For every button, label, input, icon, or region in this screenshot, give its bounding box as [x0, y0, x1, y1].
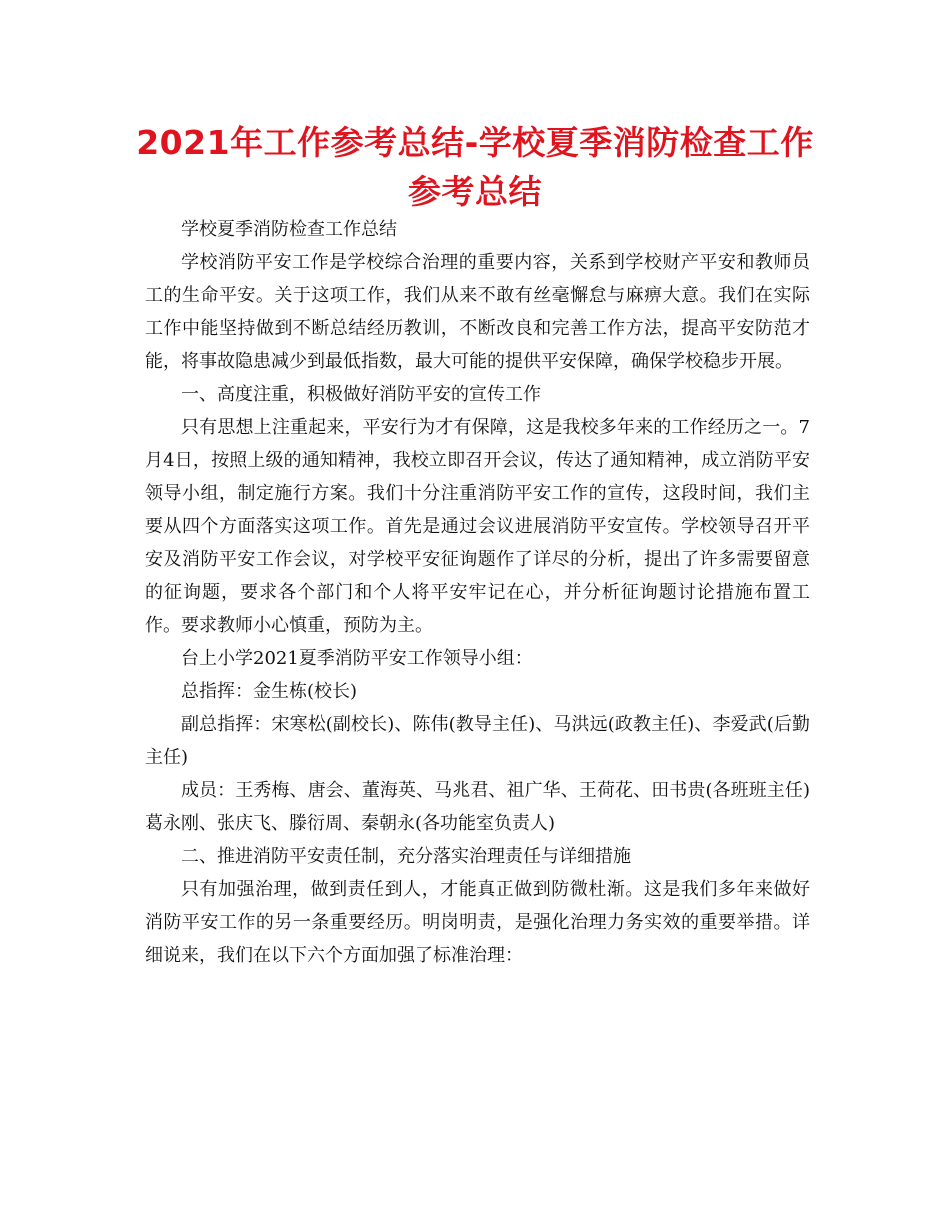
paragraph-commander: 总指挥：金生栋(校长): [181, 681, 358, 702]
paragraph-group-title: 台上小学2021夏季消防平安工作领导小组：: [181, 648, 533, 669]
section-heading-1: 一、高度注重，积极做好消防平安的宣传工作: [181, 384, 541, 405]
section-heading-2: 二、推进消防平安责任制，充分落实治理责任与详细措施: [181, 846, 631, 867]
document-body: [145, 213, 810, 972]
paragraph-section-1: 只有思想上注重起来，平安行为才有保障，这是我校多年来的工作经历之一。7月4日，按照上级的通知精神，我校立即召开会议，传达了通知精神，成立消防平安领导小组，制定施行方案。我们十分注重消防平安工作的宣传，这段时间，我们主要从四个方面落实这项工作。首先是通过会议进展消防平安宣传。学校领导召开平安及消防平安工作会议，对学校平安征询题作了详尽的分析，提出了许多需要留意的征询题，要求各个部门和个人将平安牢记在心，并分析征询题讨论措施布置工作。要求教师小心慎重，预防为主。: [145, 417, 810, 636]
paragraph-deputy-commanders: 副总指挥：宋寒松(副校长)、陈伟(教导主任)、马洪远(政教主任)、李爱武(后勤主任): [145, 714, 810, 768]
paragraph-intro: 学校消防平安工作是学校综合治理的重要内容，关系到学校财产平安和教师员工的生命平安。关于这项工作，我们从来不敢有丝毫懈怠与麻痹大意。我们在实际工作中能坚持做到不断总结经历教训，不断改良和完善工作方法，提高平安防范才能，将事故隐患减少到最低指数，最大可能的提供平安保障，确保学校稳步开展。: [145, 252, 810, 372]
paragraph-section-2: 只有加强治理，做到责任到人，才能真正做到防微杜渐。这是我们多年来做好消防平安工作的另一条重要经历。明岗明责，是强化治理力务实效的重要举措。详细说来，我们在以下六个方面加强了标准治理：: [145, 879, 810, 966]
paragraph-members: 成员：王秀梅、唐会、董海英、马兆君、祖广华、王荷花、田书贵(各班班主任)葛永刚、张庆飞、滕衍周、秦朝永(各功能室负责人): [145, 780, 810, 834]
paragraph-subtitle: 学校夏季消防检查工作总结: [181, 219, 397, 240]
page-title: 2021年工作参考总结-学校夏季消防检查工作参考总结: [136, 123, 814, 211]
